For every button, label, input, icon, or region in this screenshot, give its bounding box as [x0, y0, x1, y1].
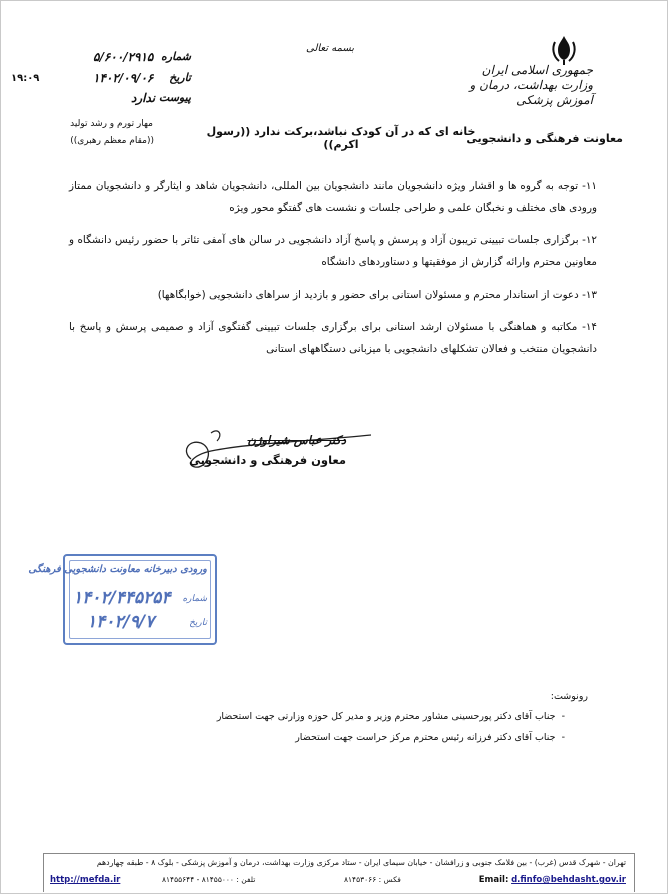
number-value: ۵/۶۰۰/۲۹۱۵ — [93, 50, 154, 64]
footer-phone: تلفن : ۸۱۴۵۵۰۰۰ - ۸۱۴۵۵۶۴۴ — [162, 875, 256, 884]
date-label: تاریخ — [169, 71, 191, 84]
body-item: ۱۱- توجه به گروه ها و اقشار ویژه دانشجویان مانند دانشجویان بین المللی، دانشجویان شاهد و ایثارگر و دانشجویان ممتاز ورودی های مختلف و نخبگان علمی و طراحی جلسات و نشست های گفتگو محور ویژه — [69, 180, 597, 214]
footer-email — [479, 875, 626, 885]
received-stamp — [28, 554, 217, 645]
attachment-value: ندارد — [131, 91, 156, 105]
signatory-name: دکتر عباس شیراوژن — [247, 433, 346, 447]
body-item: ۱۲- برگزاری جلسات تبیینی تریبون آزاد و پرسش و پاسخ آزاد دانشجویی در سالن های آمفی تئاتر با حضور رئیس دانشگاه و معاونین محترم وارائه گزارش از موفقیتها و دستاوردهای دانشگاه — [69, 234, 597, 269]
cc-item — [295, 732, 565, 743]
letter-body — [69, 175, 597, 362]
stamp-date: ۱۴۰۲/۹/۷ — [87, 612, 155, 632]
body-item: ۱۳- دعوت از استاندار محترم و مسئولان استانی برای حضور و بازدید از سراهای دانشجویی (خوابگاهها) — [157, 288, 597, 301]
footer-fax: فکس : ۸۱۴۵۳۰۶۶ — [344, 875, 401, 884]
cc-text: جناب آقای دکتر فرزانه رئیس محترم مرکز حراست جهت استحضار — [295, 732, 556, 743]
time-stamp: ۱۹:۰۹ — [11, 73, 40, 84]
date-value: ۱۴۰۲/۰۹/۰۶ — [93, 71, 154, 85]
number-label: شماره — [160, 50, 191, 63]
footer-address: تهران - شهرک قدس (غرب) - بین فلامک جنوبی و زرافشان - خیابان سیمای ایران - ستاد مرکزی وزارت بهداشت، درمان و آموزش پزشکی - بلوک ۸ - طبقه چهاردهم — [96, 858, 626, 867]
cc-text: جناب آقای دکتر پورحسینی مشاور محترم وزیر و مدیر کل حوزه وزارتی جهت استحضار — [216, 711, 556, 722]
letter-attachment — [93, 91, 191, 107]
letter-number — [93, 50, 191, 66]
stamp-number-label: شماره — [182, 594, 207, 604]
footer — [43, 853, 635, 892]
year-slogan: مهار تورم و رشد تولید — [70, 119, 153, 129]
bismillah: بسمه تعالی — [306, 43, 355, 54]
dash-icon: - — [561, 732, 565, 743]
ministry-line: جمهوری اسلامی ایران — [481, 63, 593, 77]
stamp-heading: ورودی دبیرخانه معاونت دانشجویی فرهنگی — [28, 564, 207, 575]
email-link[interactable]: d.finfo@behdasht.gov.ir — [511, 875, 626, 885]
email-label: Email: — [478, 875, 509, 885]
ministry-line: وزارت بهداشت، درمان و آموزش پزشکی — [469, 78, 593, 107]
deputy-office: معاونت فرهنگی و دانشجویی — [466, 132, 623, 145]
footer-url[interactable] — [50, 875, 120, 885]
website-link[interactable]: http://mefda.ir — [50, 875, 121, 885]
dash-icon: - — [561, 711, 565, 722]
stamp-number: ۱۴۰۲/۴۴۵۲۵۴ — [73, 588, 171, 608]
iran-emblem-icon — [549, 34, 579, 66]
letter-date — [93, 71, 191, 87]
stamp-date-label: تاریخ — [189, 618, 207, 628]
body-item: ۱۴- مکاتبه و هماهنگی با مسئولان ارشد استانی برای برگزاری جلسات تبیینی گفتگوی آزاد و صمیمی پرسش و پاسخ با دانشجویان منتخب و فعالان تشکلهای دانشجویی با میزبانی دستگاههای استانی — [69, 321, 597, 356]
signatory-title: معاون فرهنگی و دانشجویی — [188, 453, 346, 467]
slogan-attribution: ((مقام معظم رهبری)) — [70, 136, 154, 146]
signature-scribble — [171, 421, 381, 481]
hadith-line: خانه ای که در آن کودک نباشد،برکت ندارد ((رسول اکرم)) — [206, 125, 476, 151]
attachment-label: پیوست — [158, 91, 191, 104]
cc-heading: رونوشت: — [550, 691, 588, 702]
cc-item — [217, 711, 565, 722]
ministry-name — [453, 63, 593, 108]
